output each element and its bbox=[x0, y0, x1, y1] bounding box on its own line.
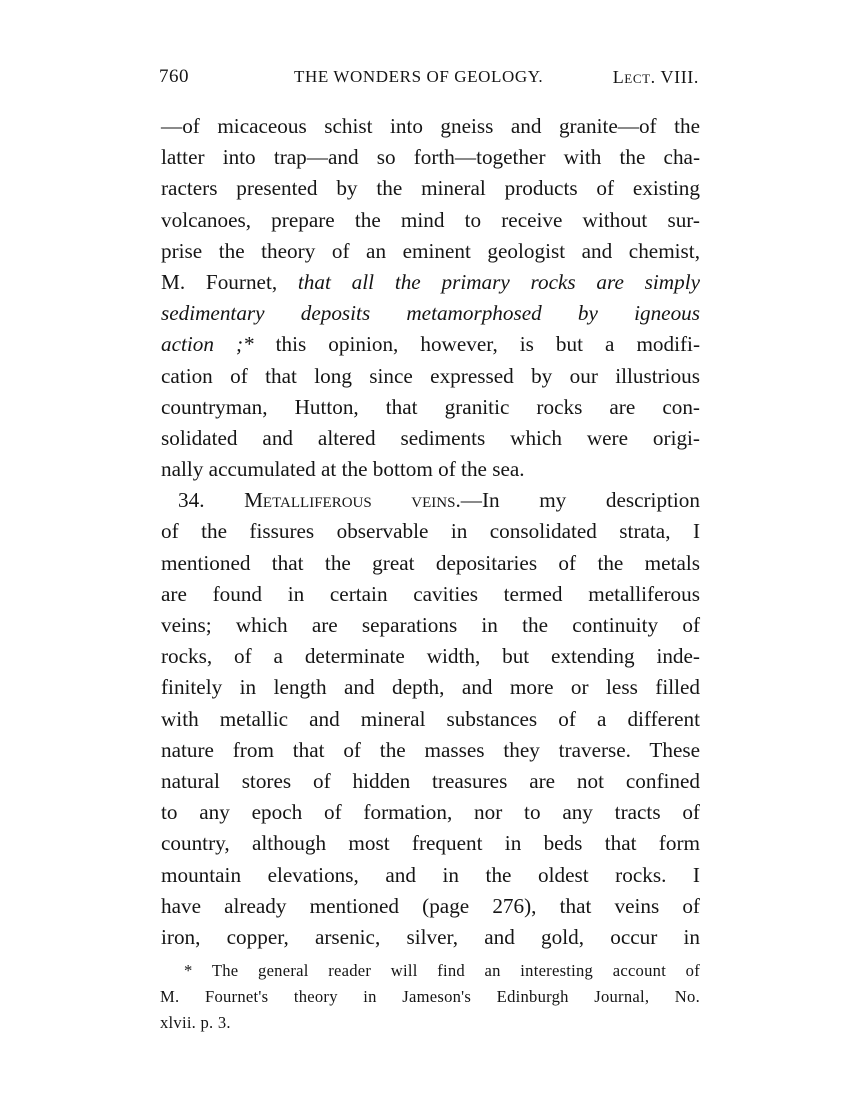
text-line-16: are found in certain cavities termed metalliferous bbox=[161, 581, 700, 606]
text-line-17: veins; which are separations in the continuity of bbox=[161, 613, 700, 637]
text-line-20: with metallic and mineral substances of a different bbox=[161, 706, 700, 731]
text-line-9: cation of that long since expressed by our illustrious bbox=[161, 363, 700, 388]
text-line-15: mentioned that the great depositaries of the metals bbox=[161, 550, 700, 575]
text-line-12: nally accumulated at the bottom of the sea. bbox=[161, 457, 525, 482]
text-line-2: latter into trap—and so forth—together with the cha- bbox=[161, 145, 700, 170]
body-text bbox=[161, 111, 700, 953]
text-line-24: country, although most frequent in beds that form bbox=[161, 831, 700, 856]
page-number: 760 bbox=[159, 66, 189, 87]
lecture-label: Lect. VIII. bbox=[612, 67, 699, 87]
section-title: Metalliferous veins. bbox=[244, 488, 461, 513]
running-title: THE WONDERS OF GEOLOGY. bbox=[294, 67, 544, 86]
text-line-1: —of micaceous schist into gneiss and granite—of the bbox=[161, 114, 700, 138]
text-line-6-italic: that all the primary rocks are simply bbox=[297, 269, 700, 294]
footnote-line-3: xlvii. p. 3. bbox=[160, 1013, 231, 1032]
section-number: 34. bbox=[178, 488, 245, 513]
text-line-18: rocks, of a determinate width, but extending inde- bbox=[161, 644, 700, 669]
text-line-25: mountain elevations, and in the oldest rocks. I bbox=[161, 862, 700, 887]
text-line-21: nature from that of the masses they traverse. These bbox=[161, 737, 700, 762]
text-line-11: solidated and altered sediments which were origi- bbox=[161, 425, 700, 450]
text-line-6-plain: M. Fournet, bbox=[161, 269, 298, 294]
footnote-line-2: M. Fournet's theory in Jameson's Edinburgh Journal, No. bbox=[160, 987, 700, 1006]
running-header bbox=[159, 66, 699, 90]
footnote bbox=[160, 958, 700, 1036]
text-line-4: volcanoes, prepare the mind to receive without sur- bbox=[161, 207, 700, 232]
text-line-14: of the fissures observable in consolidated strata, I bbox=[161, 519, 700, 544]
section-heading-line bbox=[161, 485, 700, 516]
text-line-19: finitely in length and depth, and more or less filled bbox=[161, 675, 700, 700]
text-line-8-italic: action ;* bbox=[161, 332, 254, 357]
text-line-22: natural stores of hidden treasures are not confined bbox=[161, 768, 700, 793]
text-line-7: sedimentary deposits metamorphosed by igneous bbox=[161, 301, 700, 326]
text-line-26: have already mentioned (page 276), that veins of bbox=[161, 893, 700, 918]
text-line-27: iron, copper, arsenic, silver, and gold, occur in bbox=[161, 924, 700, 949]
text-line-6 bbox=[161, 267, 700, 298]
text-line-10: countryman, Hutton, that granitic rocks are con- bbox=[161, 394, 700, 419]
section-heading-rest: —In my description bbox=[460, 488, 700, 513]
text-line-23: to any epoch of formation, nor to any tracts of bbox=[161, 800, 700, 825]
text-line-8 bbox=[161, 329, 700, 360]
text-line-3: racters presented by the mineral products of existing bbox=[161, 176, 700, 201]
footnote-line-1: * The general reader will find an interesting account of bbox=[184, 961, 700, 980]
text-line-8-plain: this opinion, however, is but a modifi- bbox=[253, 332, 700, 357]
text-line-5: prise the theory of an eminent geologist and chemist, bbox=[161, 238, 700, 263]
